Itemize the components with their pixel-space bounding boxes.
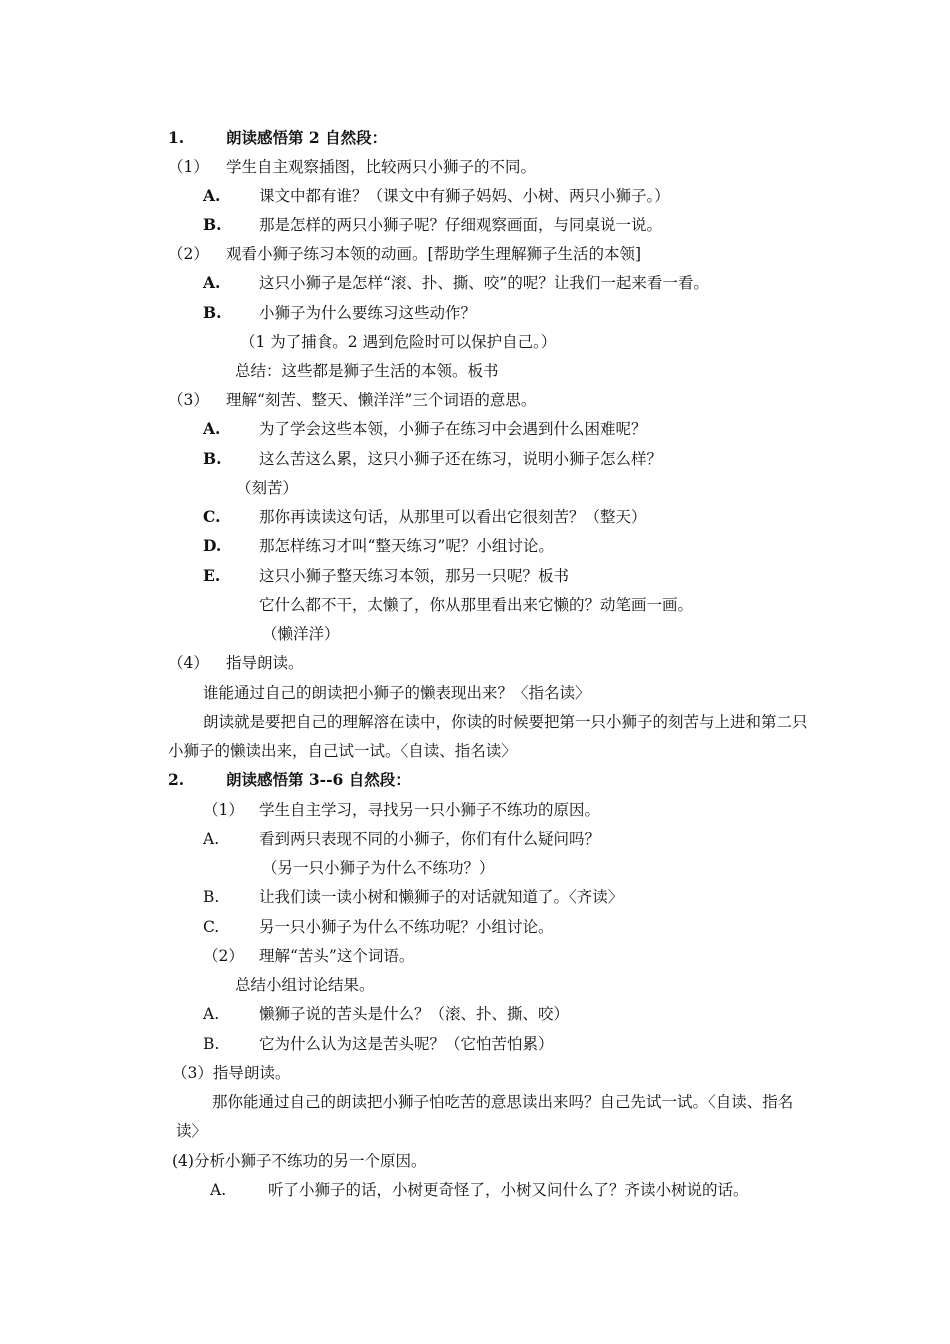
sub-label: A. — [203, 186, 221, 205]
summary-text: 总结：这些都是狮子生活的本领。板书 — [235, 362, 499, 380]
answer-note: （刻苦） — [236, 479, 299, 497]
sub-text: 那你再读读这句话，从那里可以看出它很刻苦？（整天） — [259, 508, 647, 526]
answer-note: （另一只小狮子为什么不练功？） — [262, 859, 495, 877]
item-number: （2） — [203, 947, 244, 965]
sub-label: B. — [203, 1035, 220, 1053]
answer-note: （1 为了捕食。2 遇到危险时可以保护自己。） — [240, 333, 557, 351]
section-title: 朗读感悟第 2 自然段： — [226, 128, 388, 147]
sub-label: C. — [203, 507, 221, 526]
sub-text: 听了小狮子的话，小树更奇怪了，小树又问什么了？齐读小树说的话。 — [268, 1181, 749, 1199]
sub-text: 这只小狮子整天练习本领，那另一只呢？板书 — [259, 567, 570, 585]
sub-label: D. — [203, 536, 222, 555]
sub-text: 那是怎样的两只小狮子呢？仔细观察画面，与同桌说一说。 — [259, 216, 663, 234]
section-number: 1. — [168, 128, 185, 147]
sub-label: A. — [203, 419, 221, 438]
paragraph-line: 小狮子的懒读出来，自己试一试。〈自读、指名读〉 — [168, 742, 517, 760]
sub-label: A. — [203, 273, 221, 292]
sub-text: 另一只小狮子为什么不练功呢？小组讨论。 — [259, 918, 554, 936]
sub-text: 让我们读一读小树和懒狮子的对话就知道了。〈齐读〉 — [259, 888, 624, 906]
sub-label: A. — [203, 1005, 220, 1023]
sub-label: B. — [203, 215, 222, 234]
sub-text: 这么苦这么累，这只小狮子还在练习，说明小狮子怎么样？ — [259, 450, 663, 468]
item-heading: (4)分析小狮子不练功的另一个原因。 — [172, 1152, 427, 1170]
sub-label: B. — [203, 303, 222, 322]
paragraph-line: 那你能通过自己的朗读把小狮子怕吃苦的意思读出来吗？自己先试一试。〈自读、指名 — [212, 1093, 794, 1111]
sub-text: 为了学会这些本领，小狮子在练习中会遇到什么困难呢？ — [259, 420, 647, 438]
item-text: 理解“苦头”这个词语。 — [259, 947, 415, 965]
sub-text: 它为什么认为这是苦头呢？（它怕苦怕累） — [259, 1035, 554, 1053]
item-number: （3） — [168, 391, 209, 409]
item-text: 指导朗读。 — [226, 654, 304, 672]
sub-label: A. — [210, 1181, 227, 1199]
sub-label: B. — [203, 449, 222, 468]
sub-text: 那怎样练习才叫“整天练习”呢？小组讨论。 — [259, 537, 554, 555]
sub-label: C. — [203, 918, 220, 936]
item-text: 观看小狮子练习本领的动画。[帮助学生理解狮子生活的本领] — [226, 245, 642, 263]
sub-label: E. — [203, 566, 221, 585]
item-text: 理解“刻苦、整天、懒洋洋”三个词语的意思。 — [226, 391, 537, 409]
item-number: （2） — [168, 245, 209, 263]
item-heading: （3）指导朗读。 — [172, 1064, 291, 1082]
sub-label: A. — [203, 830, 220, 848]
item-text: 学生自主观察插图，比较两只小狮子的不同。 — [226, 158, 537, 176]
sub-text: 课文中都有谁？（课文中有狮子妈妈、小树、两只小狮子。） — [259, 187, 670, 205]
item-text: 学生自主学习，寻找另一只小狮子不练功的原因。 — [259, 801, 601, 819]
sub-text: 懒狮子说的苦头是什么？（滚、扑、撕、咬） — [259, 1005, 570, 1023]
section-title: 朗读感悟第 3--6 自然段： — [226, 770, 411, 789]
item-number: （4） — [168, 654, 209, 672]
paragraph-line: 读〉 — [176, 1122, 208, 1140]
paragraph-line: 谁能通过自己的朗读把小狮子的懒表现出来？〈指名读〉 — [203, 684, 591, 702]
sub-text-continued: 它什么都不干，太懒了，你从那里看出来它懒的？动笔画一画。 — [259, 596, 694, 614]
section-number: 2. — [168, 770, 185, 789]
summary-text: 总结小组讨论结果。 — [235, 976, 375, 994]
sub-text: 小狮子为什么要练习这些动作？ — [259, 304, 477, 322]
sub-text: 这只小狮子是怎样“滚、扑、撕、咬”的呢？让我们一起来看一看。 — [259, 274, 709, 292]
item-number: （1） — [203, 801, 244, 819]
sub-text: 看到两只表现不同的小狮子，你们有什么疑问吗？ — [259, 830, 601, 848]
paragraph-line: 朗读就是要把自己的理解溶在读中，你读的时候要把第一只小狮子的刻苦与上进和第二只 — [203, 713, 808, 731]
answer-note: （懒洋洋） — [262, 625, 340, 643]
sub-label: B. — [203, 888, 220, 906]
item-number: （1） — [168, 158, 209, 176]
